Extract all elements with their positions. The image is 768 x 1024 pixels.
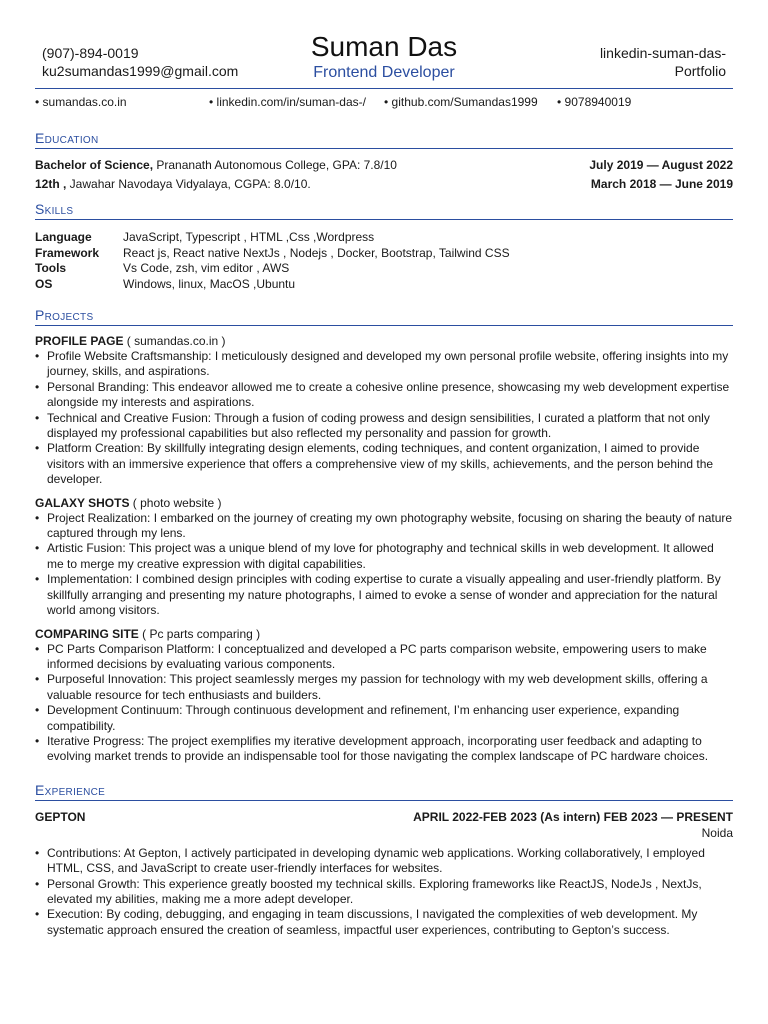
skill-row [35,261,733,277]
section-title-projects: Projects [35,306,733,326]
section-title-experience: Experience [35,781,733,801]
contact-links-row [35,89,733,115]
contact-website[interactable]: • sumandas.co.in [35,95,127,109]
contact-phone[interactable]: • 9078940019 [557,95,632,109]
project-name: PROFILE PAGE [35,334,124,348]
experience-dates: APRIL 2022-FEB 2023 (As intern) FEB 2023 — PRESENT [413,809,733,824]
education-degree: Bachelor of Science, [35,158,154,172]
project-note: ( sumandas.co.in ) [123,334,226,348]
skill-key: Tools [35,261,67,275]
project-note: ( photo website ) [129,495,222,510]
list-item: • PC Parts Comparison Platform: I conceptualized and developed a PC parts comparison website, empowering users to make informed decisions by evaluating various components. [47,642,733,673]
resume-header [35,0,733,88]
phone-number: (907)-894-0019 [42,45,139,61]
list-item: • Profile Website Craftsmanship: I meticulously designed and developed my own personal profile website, offering insights into my journey, skills, and aspirations. [47,349,733,380]
list-item: • Execution: By coding, debugging, and engaging in team discussions, I navigated the complexities of web development. My systematic approach ensured the creation of seamless, impactful user experiences, contributing to Gepton’s success. [47,907,733,938]
list-item: • Implementation: I combined design principles with coding expertise to curate a visually appealing and user-friendly platform. By skillfully arranging and presenting my nature photographs, I aimed to evoke a sense of wonder and appreciation for the natural world among visitors. [47,572,733,618]
experience-header [35,809,733,825]
list-item: • Project Realization: I embarked on the journey of creating my own photography website, focusing on sharing the beauty of nature captured through my lens. [47,511,733,542]
education-detail: Jawahar Navodaya Vidyalaya, CGPA: 8.0/10. [66,177,311,191]
list-item: • Contributions: At Gepton, I actively participated in developing dynamic web applications. Working collaboratively, I employed HTML, CSS, and JavaScript to create user-friendly interfaces for websites. [47,846,733,877]
skill-row [35,230,733,246]
skill-value: JavaScript, Typescript , HTML ,Css ,Wordpress [123,230,375,244]
skill-value: Windows, linux, MacOS ,Ubuntu [123,276,296,291]
skill-key: Framework [35,245,100,260]
contact-linkedin[interactable]: • linkedin.com/in/suman-das-/ [209,95,366,109]
project-title [35,333,733,349]
experience-bullets [35,846,733,938]
skill-value: React js, React native NextJs , Nodejs , Docker, Bootstrap, Tailwind CSS [123,245,510,260]
skill-key: OS [35,276,53,291]
linkedin-portfolio-line2: Portfolio [674,63,726,79]
project-bullets [35,642,733,765]
education-degree: 12th , [35,177,67,191]
list-item: • Artistic Fusion: This project was a unique blend of my love for photography and technical skills in web development. It allowed me to merge my creative expression with digital capabilities. [47,541,733,572]
list-item: • Purposeful Innovation: This project seamlessly merges my passion for technology with my web development skills, offering a valuable resource for tech enthusiasts and builders. [47,672,733,703]
list-item: • Iterative Progress: The project exemplifies my iterative development approach, incorporating user feedback and adapting to evolving market trends to provide an indispensable tool for those navigating the complex landscape of PC hardware choices. [47,734,733,765]
list-item: • Platform Creation: By skillfully integrating design elements, coding techniques, and content organization, I aimed to provide visitors with an immersive experience that offers a comprehensive view of my skills, achievements, and the person behind the developer. [47,441,733,487]
skill-row [35,277,733,293]
education-detail: Prananath Autonomous College, GPA: 7.8/10 [153,158,397,172]
project-note: ( Pc parts comparing ) [138,626,261,641]
skill-value: Vs Code, zsh, vim editor , AWS [123,261,290,275]
linkedin-portfolio-line1: linkedin-suman-das- [599,45,726,61]
section-title-education: Education [35,129,733,149]
list-item: • Personal Branding: This endeavor allowed me to create a cohesive online presence, showcasing my web development expertise alongside my interests and aspirations. [47,380,733,411]
candidate-role: Frontend Developer [313,64,455,81]
email-address: ku2sumandas1999@gmail.com [42,63,239,79]
project-bullets [35,511,733,619]
resume-page [35,0,733,938]
list-item: • Technical and Creative Fusion: Through a fusion of coding prowess and design sensibilities, I curated a platform that not only displayed my professional capabilities but also reflected my personality and passion for growth. [47,411,733,442]
candidate-name: Suman Das [310,31,458,62]
education-entry [35,156,733,175]
education-dates: March 2018 — June 2019 [590,177,733,191]
contact-github[interactable]: • github.com/Sumandas1999 [384,95,538,109]
list-item: • Development Continuum: Through continuous development and refinement, I’m enhancing user experience, expanding compatibility. [47,703,733,734]
section-title-skills: Skills [35,200,733,220]
project-bullets [35,349,733,488]
education-list [35,149,733,194]
list-item: • Personal Growth: This experience greatly boosted my technical skills. Exploring frameworks like ReactJS, NodeJs , NextJs, elevated my abilities, making me a more adept developer. [47,877,733,908]
education-entry [35,175,733,194]
experience-company: GEPTON [35,809,86,824]
education-dates: July 2019 — August 2022 [589,158,733,172]
skills-list [35,220,733,292]
skill-row [35,246,733,262]
project-name: COMPARING SITE [35,626,139,641]
project-title [35,495,733,511]
skill-key: Language [35,230,92,244]
project-name: GALAXY SHOTS [35,495,130,510]
header-contact-right [600,44,726,80]
project-title [35,626,733,642]
experience-location: Noida [701,825,733,840]
